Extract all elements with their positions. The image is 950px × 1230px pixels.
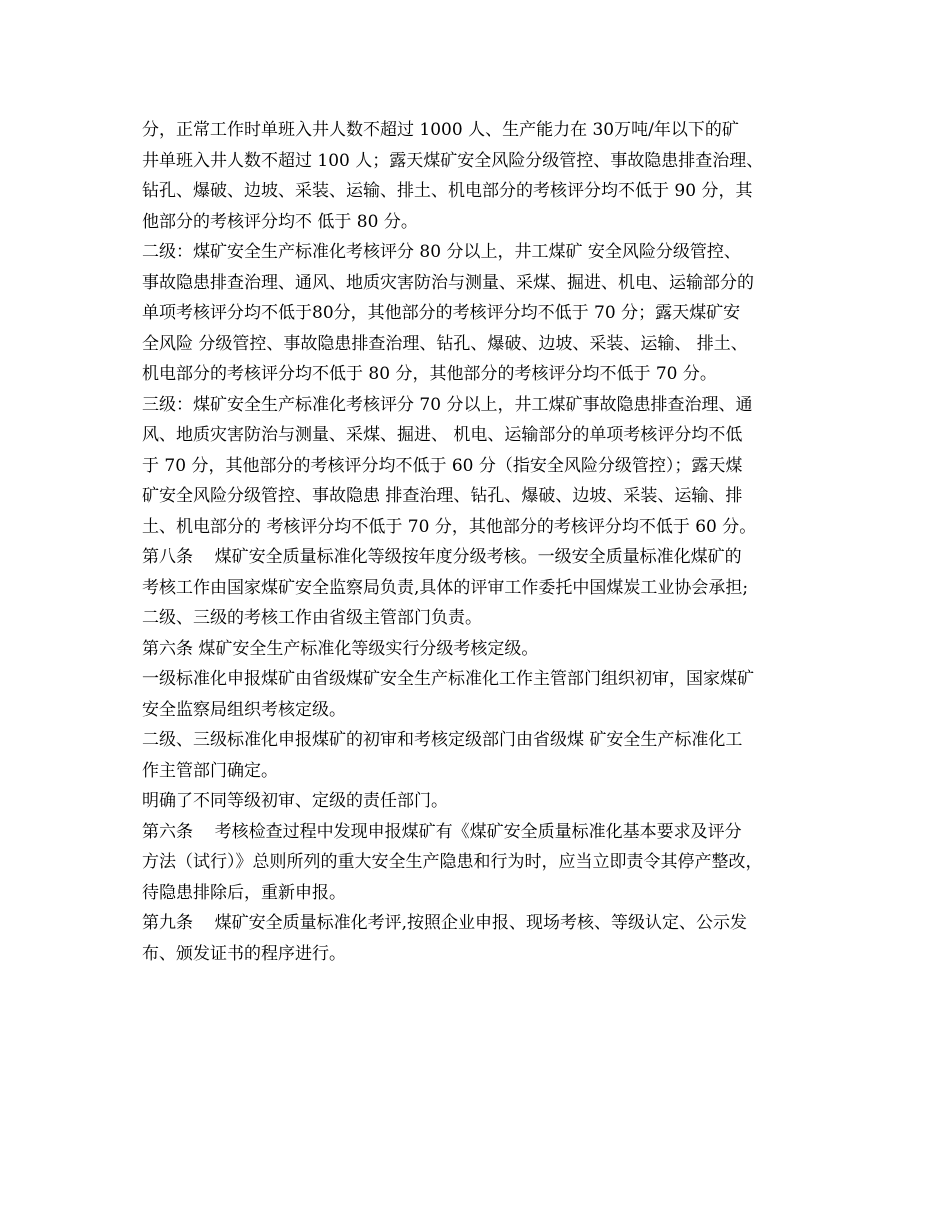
text-line: 作主管部门确定。: [142, 760, 278, 781]
text-line: 明确了不同等级初审、定级的责任部门。: [142, 791, 448, 811]
article-6-line: 第六条 煤矿安全生产标准化等级实行分级考核定级。: [142, 638, 539, 659]
text-line: 二级、三级的考核工作由省级主管部门负责。: [142, 608, 482, 628]
text-line: 二级：煤矿安全生产标准化考核评分 80 分以上，井工煤矿 安全风险分级管控、: [142, 242, 741, 262]
text-line: 于 70 分，其他部分的考核评分均不低于 60 分（指安全风险分级管控）；露天煤: [142, 455, 743, 476]
text-line: 一级标准化申报煤矿由省级煤矿安全生产标准化工作主管部门组织初审，国家煤矿: [142, 669, 754, 689]
text-line: 钻孔、爆破、边坡、采装、运输、排土、机电部分的考核评分均不低于 90 分，其: [142, 181, 753, 201]
text-line: 二级、三级标准化申报煤矿的初审和考核定级部门由省级煤 矿安全生产标准化工: [142, 730, 743, 750]
text-line: 待隐患排除后，重新申报。: [142, 882, 346, 903]
text-line: 井单班入井人数不超过 100 人；露天煤矿安全风险分级管控、事故隐患排查治理、: [142, 150, 764, 171]
text-line: 方法（试行）》总则所列的重大安全生产隐患和行为时，应当立即责令其停产整改，: [142, 852, 763, 872]
text-line: 他部分的考核评分均不 低于 80 分。: [142, 211, 418, 232]
text-line: 矿安全风险分级管控、事故隐患 排查治理、钻孔、爆破、边坡、采装、运输、排: [142, 486, 743, 506]
text-line: 机电部分的考核评分均不低于 80 分，其他部分的考核评分均不低于 70 分。: [142, 364, 717, 384]
text-line: 事故隐患排查治理、通风、地质灾害防治与测量、采煤、掘进、机电、运输部分的: [142, 272, 754, 293]
text-line: 土、机电部分的 考核评分均不低于 70 分，其他部分的考核评分均不低于 60 分。: [142, 516, 757, 537]
text-line: 三级：煤矿安全生产标准化考核评分 70 分以上，井工煤矿事故隐患排查治理、通: [142, 394, 753, 415]
text-line: 风、地质灾害防治与测量、采煤、掘进、 机电、运输部分的单项考核评分均不低: [142, 425, 743, 445]
document-body: [142, 115, 822, 969]
article-6-line: 第六条 考核检查过程中发现申报煤矿有《煤矿安全质量标准化基本要求及评分: [142, 821, 742, 842]
article-9-line: 第九条 煤矿安全质量标准化考评,按照企业申报、现场考核、等级认定、公示发: [142, 913, 748, 933]
text-line: 安全监察局组织考核定级。: [142, 699, 346, 720]
text-line: 单项考核评分均不低于80分，其他部分的考核评分均不低于 70 分；露天煤矿安: [142, 303, 741, 323]
text-line: 分，正常工作时单班入井人数不超过 1000 人、生产能力在 30万吨/年以下的矿: [142, 120, 739, 140]
text-line: 全风险 分级管控、事故隐患排查治理、钻孔、爆破、边坡、采装、运输、 排土、: [142, 333, 748, 354]
text-line: 考核工作由国家煤矿安全监察局负责,具体的评审工作委托中国煤炭工业协会承担;: [142, 577, 749, 598]
article-8-line: 第八条 煤矿安全质量标准化等级按年度分级考核。一级安全质量标准化煤矿的: [142, 547, 742, 567]
text-line: 布、颁发证书的程序进行。: [142, 943, 346, 964]
